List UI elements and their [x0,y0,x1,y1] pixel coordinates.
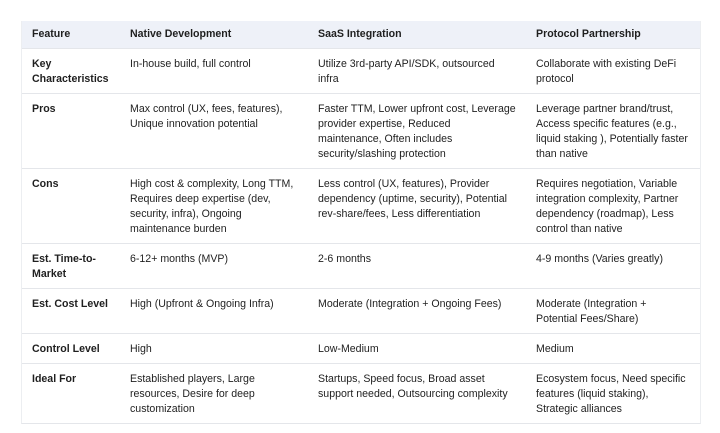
cell-saas: Low-Medium [308,334,526,364]
row-feature-label: Cons [22,169,120,244]
row-feature-label: Key Characteristics [22,49,120,94]
table-row [22,244,700,289]
header-protocol-partnership: Protocol Partnership [526,21,700,49]
row-feature-label: Est. Time-to-Market [22,244,120,289]
header-feature: Feature [22,21,120,49]
cell-saas: Moderate (Integration + Ongoing Fees) [308,289,526,334]
table-row [22,49,700,94]
header-native-development: Native Development [120,21,308,49]
cell-saas: Faster TTM, Lower upfront cost, Leverage provider expertise, Reduced maintenance, Often includes security/slashing protection [308,94,526,169]
row-feature-label: Control Level [22,334,120,364]
cell-native: 6-12+ months (MVP) [120,244,308,289]
cell-protocol: Medium [526,334,700,364]
table-row [22,169,700,244]
comparison-table-container [21,21,701,424]
row-feature-label: Pros [22,94,120,169]
cell-native: Established players, Large resources, Desire for deep customization [120,364,308,424]
cell-saas: Utilize 3rd-party API/SDK, outsourced infra [308,49,526,94]
cell-protocol: Collaborate with existing DeFi protocol [526,49,700,94]
cell-native: Max control (UX, fees, features), Unique innovation potential [120,94,308,169]
table-row [22,94,700,169]
cell-saas: Less control (UX, features), Provider dependency (uptime, security), Potential rev-share/fees, Less differentiation [308,169,526,244]
cell-saas: 2-6 months [308,244,526,289]
cell-protocol: 4-9 months (Varies greatly) [526,244,700,289]
comparison-table [22,21,700,423]
table-header-row [22,21,700,49]
cell-native: High [120,334,308,364]
row-feature-label: Ideal For [22,364,120,424]
cell-protocol: Moderate (Integration + Potential Fees/Share) [526,289,700,334]
row-feature-label: Est. Cost Level [22,289,120,334]
table-row [22,364,700,424]
cell-protocol: Leverage partner brand/trust, Access specific features (e.g., liquid staking ), Potentially faster than native [526,94,700,169]
header-saas-integration: SaaS Integration [308,21,526,49]
cell-protocol: Ecosystem focus, Need specific features (liquid staking), Strategic alliances [526,364,700,424]
table-row [22,334,700,364]
table-row [22,289,700,334]
cell-protocol: Requires negotiation, Variable integration complexity, Partner dependency (roadmap), Less control than native [526,169,700,244]
cell-native: High cost & complexity, Long TTM, Requires deep expertise (dev, security, infra), Ongoing maintenance burden [120,169,308,244]
cell-native: In-house build, full control [120,49,308,94]
cell-saas: Startups, Speed focus, Broad asset support needed, Outsourcing complexity [308,364,526,424]
cell-native: High (Upfront & Ongoing Infra) [120,289,308,334]
